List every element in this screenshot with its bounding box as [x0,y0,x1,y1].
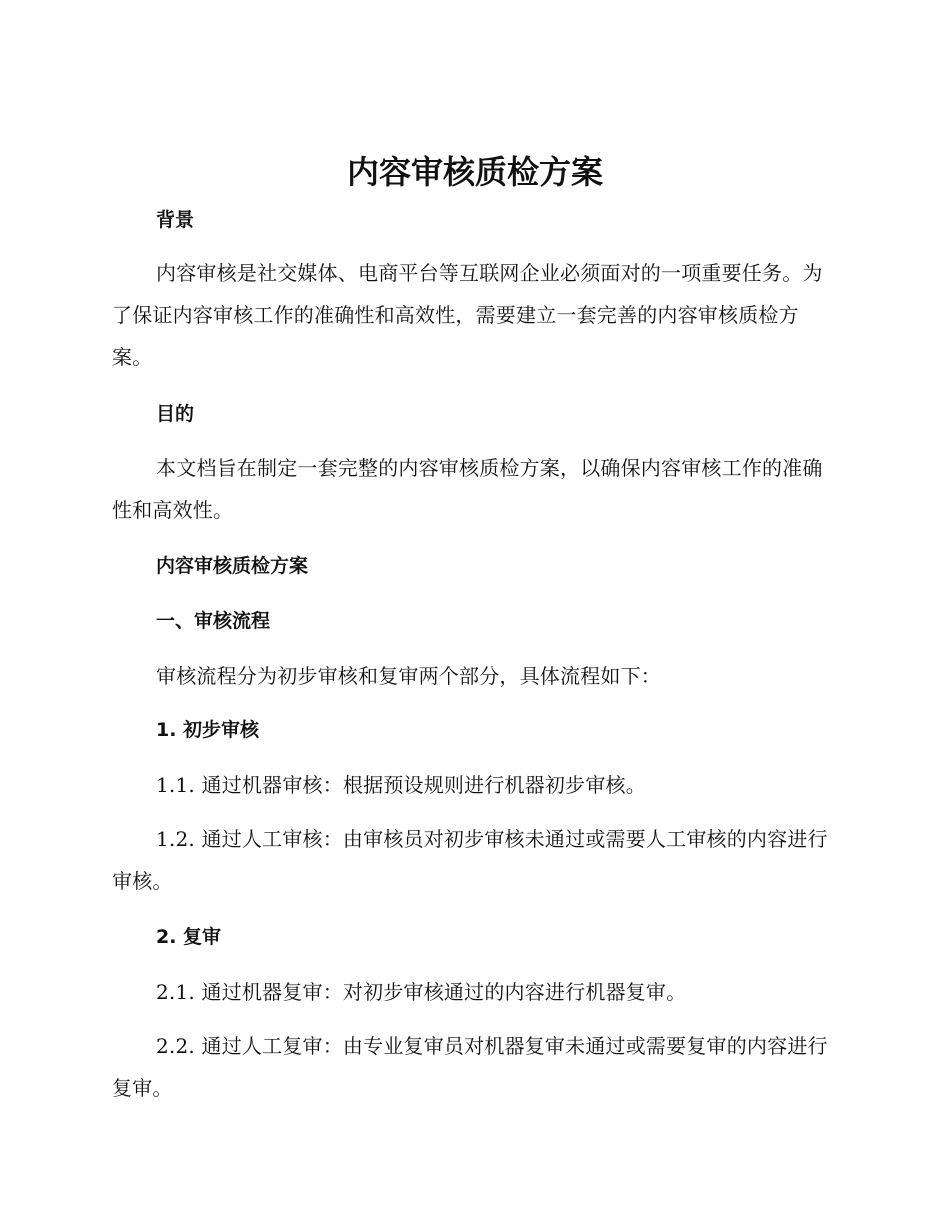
list-item-review-2: 2.2. 通过人工复审：由专业复审员对机器复审未通过或需要复审的内容进行复审。 [112,1034,828,1100]
paragraph-background: 内容审核是社交媒体、电商平台等互联网企业必须面对的一项重要任务。为了保证内容审核工作的准确性和高效性，需要建立一套完善的内容审核质检方案。 [112,261,823,369]
section-heading-process: 一、审核流程 [156,610,271,632]
section-heading-purpose: 目的 [156,403,195,425]
list-item-initial-2: 1.2. 通过人工审核：由审核员对初步审核未通过或需要人工审核的内容进行审核。 [112,827,828,893]
paragraph-purpose: 本文档旨在制定一套完整的内容审核质检方案，以确保内容审核工作的准确性和高效性。 [112,456,823,522]
section-heading-re-review: 2. 复审 [156,926,222,948]
list-item-review-1: 2.1. 通过机器复审：对初步审核通过的内容进行机器复审。 [156,980,687,1004]
paragraph-process-intro: 审核流程分为初步审核和复审两个部分，具体流程如下： [156,664,661,688]
section-heading-background: 背景 [156,209,195,231]
section-heading-plan: 内容审核质检方案 [156,555,309,577]
document-title: 内容审核质检方案 [346,153,603,191]
section-heading-initial-review: 1. 初步审核 [156,719,260,741]
list-item-initial-1: 1.1. 通过机器审核：根据预设规则进行机器初步审核。 [156,773,646,797]
